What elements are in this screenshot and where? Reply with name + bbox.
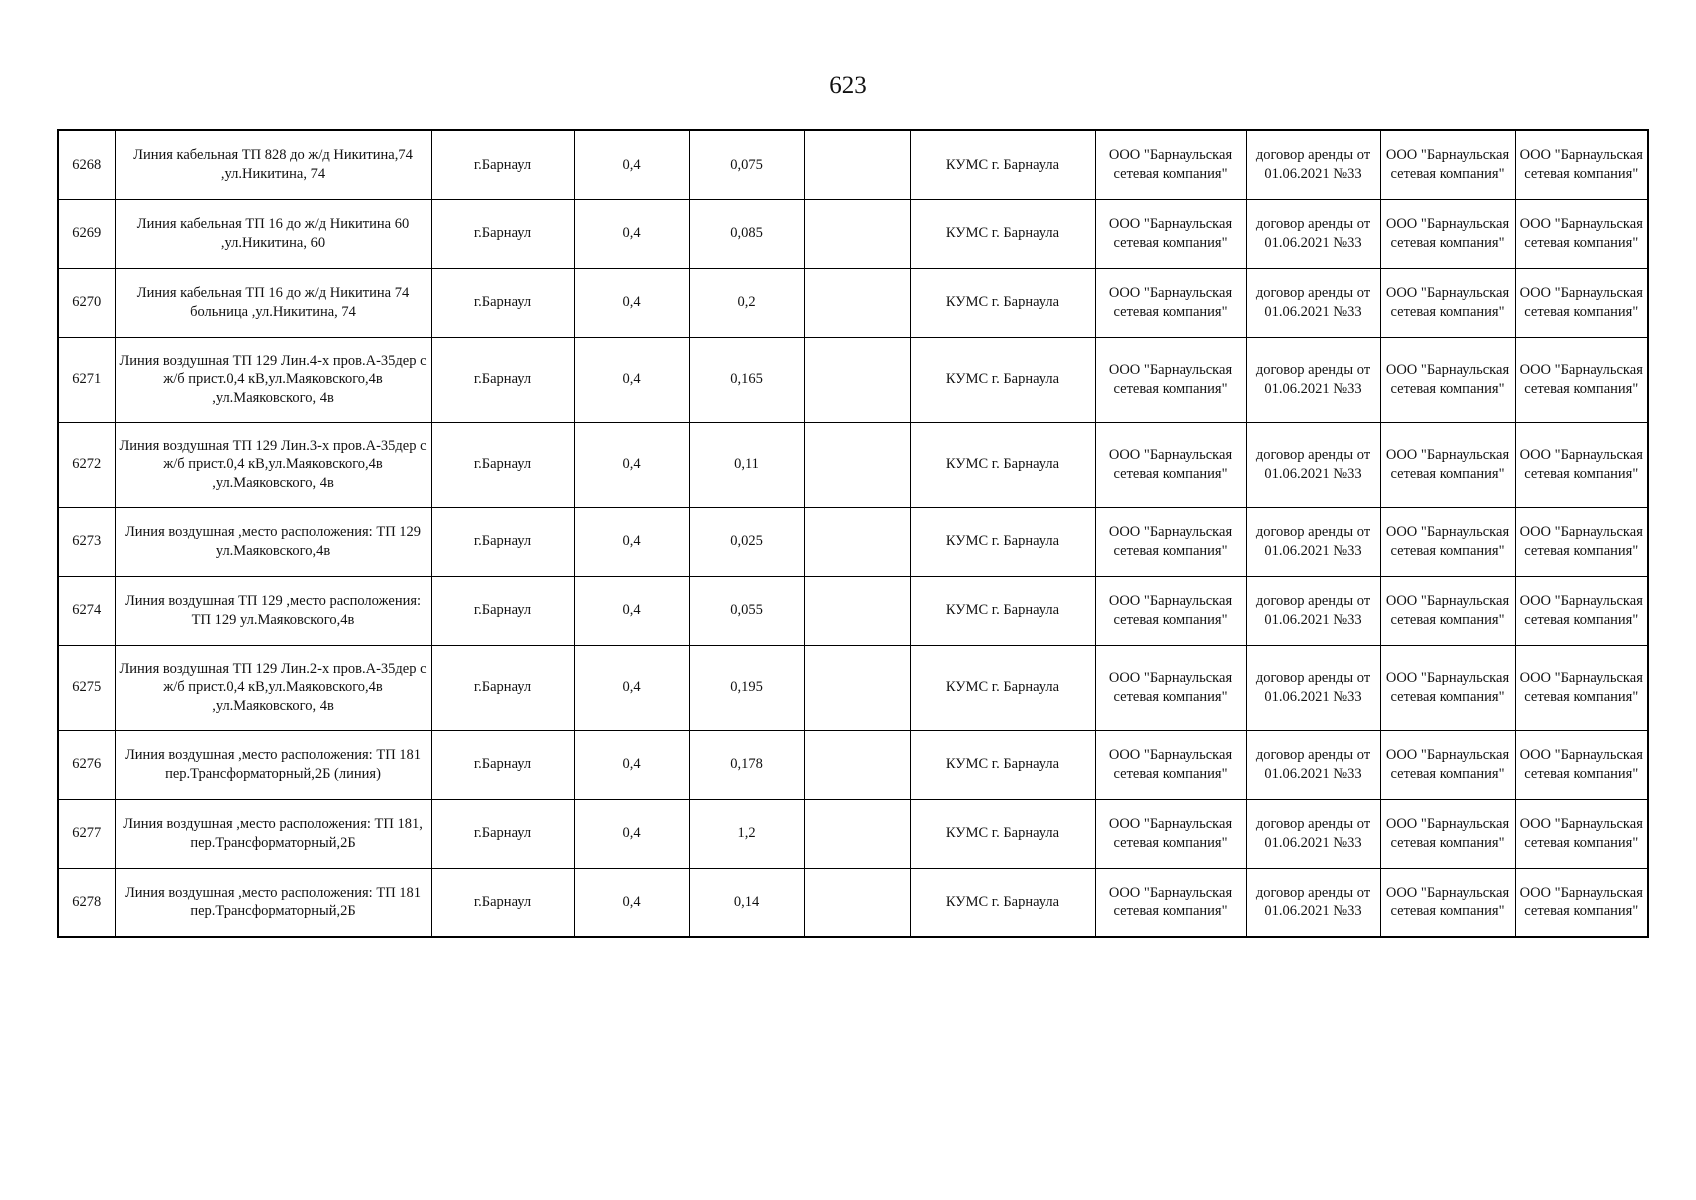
cell-length: 0,14 — [689, 868, 804, 937]
cell-object-name: Линия кабельная ТП 828 до ж/д Никитина,74 ,ул.Никитина, 74 — [115, 130, 431, 199]
cell-id: 6276 — [58, 730, 115, 799]
cell-empty — [804, 130, 910, 199]
cell-length: 0,195 — [689, 645, 804, 730]
cell-contract: договор аренды от 01.06.2021 №33 — [1246, 799, 1380, 868]
cell-owner: КУМС г. Барнаула — [910, 337, 1095, 422]
cell-id: 6268 — [58, 130, 115, 199]
cell-city: г.Барнаул — [431, 868, 574, 937]
cell-city: г.Барнаул — [431, 730, 574, 799]
cell-id: 6269 — [58, 199, 115, 268]
cell-empty — [804, 337, 910, 422]
cell-operator-2: ООО "Барнаульская сетевая компания" — [1515, 199, 1648, 268]
cell-object-name: Линия воздушная ,место расположения: ТП 181 пер.Трансформаторный,2Б (линия) — [115, 730, 431, 799]
cell-id: 6275 — [58, 645, 115, 730]
table-row — [58, 799, 1648, 868]
page-number: 623 — [829, 72, 867, 99]
cell-city: г.Барнаул — [431, 576, 574, 645]
table-row — [58, 422, 1648, 507]
cell-city: г.Барнаул — [431, 337, 574, 422]
cell-object-name: Линия кабельная ТП 16 до ж/д Никитина 74 больница ,ул.Никитина, 74 — [115, 268, 431, 337]
cell-operator: ООО "Барнаульская сетевая компания" — [1380, 507, 1515, 576]
cell-contract: договор аренды от 01.06.2021 №33 — [1246, 868, 1380, 937]
cell-id: 6272 — [58, 422, 115, 507]
cell-length: 0,11 — [689, 422, 804, 507]
cell-holder: ООО "Барнаульская сетевая компания" — [1095, 799, 1246, 868]
cell-holder: ООО "Барнаульская сетевая компания" — [1095, 422, 1246, 507]
table-row — [58, 268, 1648, 337]
cell-id: 6278 — [58, 868, 115, 937]
cell-operator-2: ООО "Барнаульская сетевая компания" — [1515, 730, 1648, 799]
cell-operator-2: ООО "Барнаульская сетевая компания" — [1515, 268, 1648, 337]
cell-owner: КУМС г. Барнаула — [910, 576, 1095, 645]
table-row — [58, 337, 1648, 422]
cell-holder: ООО "Барнаульская сетевая компания" — [1095, 337, 1246, 422]
cell-operator: ООО "Барнаульская сетевая компания" — [1380, 799, 1515, 868]
cell-contract: договор аренды от 01.06.2021 №33 — [1246, 507, 1380, 576]
cell-contract: договор аренды от 01.06.2021 №33 — [1246, 730, 1380, 799]
cell-owner: КУМС г. Барнаула — [910, 868, 1095, 937]
cell-operator-2: ООО "Барнаульская сетевая компания" — [1515, 645, 1648, 730]
cell-operator: ООО "Барнаульская сетевая компания" — [1380, 730, 1515, 799]
cell-empty — [804, 268, 910, 337]
cell-contract: договор аренды от 01.06.2021 №33 — [1246, 422, 1380, 507]
cell-empty — [804, 422, 910, 507]
cell-length: 0,2 — [689, 268, 804, 337]
cell-operator: ООО "Барнаульская сетевая компания" — [1380, 422, 1515, 507]
cell-city: г.Барнаул — [431, 507, 574, 576]
table-row — [58, 868, 1648, 937]
registry-table — [57, 129, 1649, 938]
cell-length: 0,165 — [689, 337, 804, 422]
cell-holder: ООО "Барнаульская сетевая компания" — [1095, 645, 1246, 730]
cell-owner: КУМС г. Барнаула — [910, 799, 1095, 868]
cell-owner: КУМС г. Барнаула — [910, 507, 1095, 576]
cell-city: г.Барнаул — [431, 199, 574, 268]
cell-city: г.Барнаул — [431, 130, 574, 199]
cell-operator: ООО "Барнаульская сетевая компания" — [1380, 199, 1515, 268]
cell-voltage: 0,4 — [574, 130, 689, 199]
cell-owner: КУМС г. Барнаула — [910, 268, 1095, 337]
cell-holder: ООО "Барнаульская сетевая компания" — [1095, 268, 1246, 337]
cell-voltage: 0,4 — [574, 337, 689, 422]
cell-operator-2: ООО "Барнаульская сетевая компания" — [1515, 422, 1648, 507]
cell-holder: ООО "Барнаульская сетевая компания" — [1095, 730, 1246, 799]
cell-voltage: 0,4 — [574, 507, 689, 576]
cell-id: 6271 — [58, 337, 115, 422]
cell-city: г.Барнаул — [431, 799, 574, 868]
cell-object-name: Линия воздушная ТП 129 ,место расположения: ТП 129 ул.Маяковского,4в — [115, 576, 431, 645]
table-row — [58, 507, 1648, 576]
cell-length: 0,075 — [689, 130, 804, 199]
cell-voltage: 0,4 — [574, 199, 689, 268]
cell-object-name: Линия воздушная ТП 129 Лин.3-х пров.А-35дер с ж/б прист.0,4 кВ,ул.Маяковского,4в ,ул.Маяковского, 4в — [115, 422, 431, 507]
cell-operator: ООО "Барнаульская сетевая компания" — [1380, 130, 1515, 199]
cell-owner: КУМС г. Барнаула — [910, 199, 1095, 268]
cell-empty — [804, 799, 910, 868]
cell-operator-2: ООО "Барнаульская сетевая компания" — [1515, 576, 1648, 645]
cell-voltage: 0,4 — [574, 730, 689, 799]
table-row — [58, 645, 1648, 730]
cell-empty — [804, 868, 910, 937]
cell-empty — [804, 645, 910, 730]
cell-city: г.Барнаул — [431, 645, 574, 730]
cell-owner: КУМС г. Барнаула — [910, 645, 1095, 730]
cell-empty — [804, 199, 910, 268]
cell-length: 0,025 — [689, 507, 804, 576]
table-row — [58, 730, 1648, 799]
cell-operator-2: ООО "Барнаульская сетевая компания" — [1515, 799, 1648, 868]
cell-operator: ООО "Барнаульская сетевая компания" — [1380, 337, 1515, 422]
cell-id: 6277 — [58, 799, 115, 868]
cell-id: 6274 — [58, 576, 115, 645]
cell-empty — [804, 730, 910, 799]
cell-object-name: Линия воздушная ,место расположения: ТП 129 ул.Маяковского,4в — [115, 507, 431, 576]
table-row — [58, 130, 1648, 199]
cell-operator-2: ООО "Барнаульская сетевая компания" — [1515, 507, 1648, 576]
cell-voltage: 0,4 — [574, 576, 689, 645]
cell-object-name: Линия воздушная ,место расположения: ТП 181, пер.Трансформаторный,2Б — [115, 799, 431, 868]
cell-holder: ООО "Барнаульская сетевая компания" — [1095, 130, 1246, 199]
cell-city: г.Барнаул — [431, 268, 574, 337]
cell-voltage: 0,4 — [574, 645, 689, 730]
cell-operator: ООО "Барнаульская сетевая компания" — [1380, 576, 1515, 645]
cell-holder: ООО "Барнаульская сетевая компания" — [1095, 507, 1246, 576]
cell-city: г.Барнаул — [431, 422, 574, 507]
cell-owner: КУМС г. Барнаула — [910, 130, 1095, 199]
cell-owner: КУМС г. Барнаула — [910, 422, 1095, 507]
cell-contract: договор аренды от 01.06.2021 №33 — [1246, 130, 1380, 199]
cell-contract: договор аренды от 01.06.2021 №33 — [1246, 199, 1380, 268]
table-body — [58, 130, 1648, 937]
cell-length: 1,2 — [689, 799, 804, 868]
cell-operator-2: ООО "Барнаульская сетевая компания" — [1515, 130, 1648, 199]
cell-voltage: 0,4 — [574, 799, 689, 868]
cell-voltage: 0,4 — [574, 868, 689, 937]
cell-length: 0,178 — [689, 730, 804, 799]
cell-operator: ООО "Барнаульская сетевая компания" — [1380, 868, 1515, 937]
table-row — [58, 576, 1648, 645]
cell-operator: ООО "Барнаульская сетевая компания" — [1380, 268, 1515, 337]
cell-voltage: 0,4 — [574, 268, 689, 337]
cell-operator-2: ООО "Барнаульская сетевая компания" — [1515, 868, 1648, 937]
cell-contract: договор аренды от 01.06.2021 №33 — [1246, 268, 1380, 337]
cell-operator-2: ООО "Барнаульская сетевая компания" — [1515, 337, 1648, 422]
cell-contract: договор аренды от 01.06.2021 №33 — [1246, 337, 1380, 422]
cell-object-name: Линия воздушная ,место расположения: ТП 181 пер.Трансформаторный,2Б — [115, 868, 431, 937]
cell-length: 0,085 — [689, 199, 804, 268]
cell-contract: договор аренды от 01.06.2021 №33 — [1246, 645, 1380, 730]
cell-id: 6270 — [58, 268, 115, 337]
cell-id: 6273 — [58, 507, 115, 576]
cell-empty — [804, 576, 910, 645]
cell-operator: ООО "Барнаульская сетевая компания" — [1380, 645, 1515, 730]
cell-holder: ООО "Барнаульская сетевая компания" — [1095, 199, 1246, 268]
cell-empty — [804, 507, 910, 576]
cell-voltage: 0,4 — [574, 422, 689, 507]
cell-contract: договор аренды от 01.06.2021 №33 — [1246, 576, 1380, 645]
cell-holder: ООО "Барнаульская сетевая компания" — [1095, 576, 1246, 645]
cell-length: 0,055 — [689, 576, 804, 645]
table-row — [58, 199, 1648, 268]
cell-holder: ООО "Барнаульская сетевая компания" — [1095, 868, 1246, 937]
cell-object-name: Линия воздушная ТП 129 Лин.2-х пров.А-35дер с ж/б прист.0,4 кВ,ул.Маяковского,4в ,ул.Маяковского, 4в — [115, 645, 431, 730]
cell-object-name: Линия кабельная ТП 16 до ж/д Никитина 60 ,ул.Никитина, 60 — [115, 199, 431, 268]
cell-object-name: Линия воздушная ТП 129 Лин.4-х пров.А-35дер с ж/б прист.0,4 кВ,ул.Маяковского,4в ,ул.Маяковского, 4в — [115, 337, 431, 422]
cell-owner: КУМС г. Барнаула — [910, 730, 1095, 799]
